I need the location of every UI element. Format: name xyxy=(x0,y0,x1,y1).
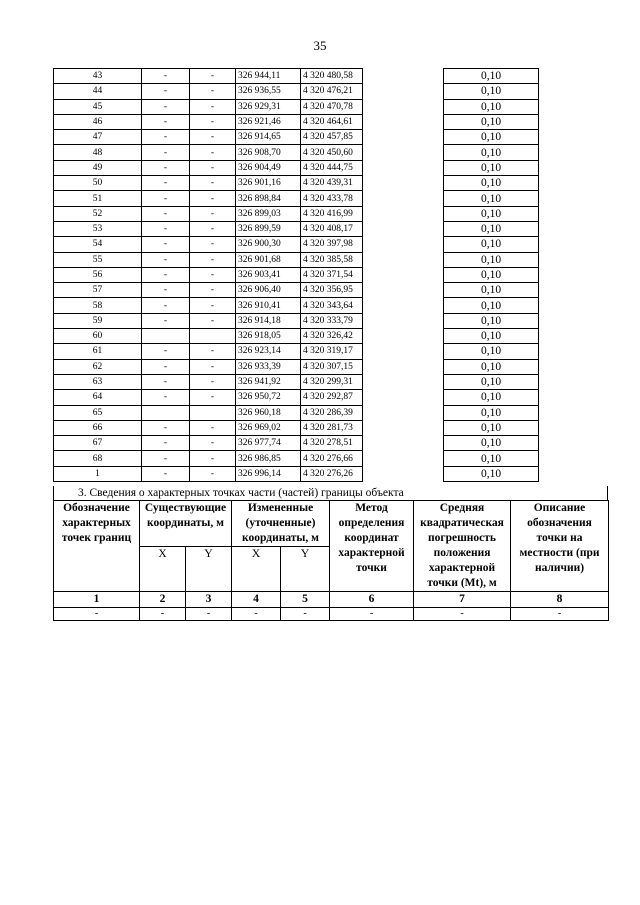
existing-x: - xyxy=(142,84,190,99)
column-number: 1 xyxy=(54,592,140,608)
changed-y: 4 320 433,78 xyxy=(301,191,363,206)
changed-x: 326 929,31 xyxy=(236,99,301,114)
existing-y: - xyxy=(190,283,236,298)
existing-x: - xyxy=(142,160,190,175)
existing-y: - xyxy=(190,176,236,191)
point-number: 54 xyxy=(54,237,142,252)
spacer-cell xyxy=(363,390,444,405)
changed-x: 326 900,30 xyxy=(236,237,301,252)
point-number: 46 xyxy=(54,114,142,129)
page-number: 35 xyxy=(313,38,327,53)
spacer-cell xyxy=(363,374,444,389)
changed-y: 4 320 444,75 xyxy=(301,160,363,175)
changed-x: 326 918,05 xyxy=(236,329,301,344)
header-method: Метод определения координат характерной точки xyxy=(330,501,414,592)
header-error: Средняя квадратическая погрешность положения характерной точки (Mt), м xyxy=(414,501,511,592)
existing-x: - xyxy=(142,206,190,221)
point-number: 59 xyxy=(54,313,142,328)
spacer-cell xyxy=(363,283,444,298)
changed-y: 4 320 281,73 xyxy=(301,420,363,435)
changed-x: 326 914,18 xyxy=(236,313,301,328)
point-number: 57 xyxy=(54,283,142,298)
point-number: 45 xyxy=(54,99,142,114)
header-existing: Существующие координаты, м xyxy=(140,501,232,547)
table-row xyxy=(54,283,539,298)
existing-y: - xyxy=(190,420,236,435)
spacer-cell xyxy=(363,344,444,359)
changed-x: 326 969,02 xyxy=(236,420,301,435)
error-value: 0,10 xyxy=(444,405,539,420)
spacer-cell xyxy=(363,84,444,99)
error-value: 0,10 xyxy=(444,252,539,267)
changed-y: 4 320 299,31 xyxy=(301,374,363,389)
table-row xyxy=(54,390,539,405)
table-row xyxy=(54,420,539,435)
existing-y: - xyxy=(190,114,236,129)
spacer-cell xyxy=(363,99,444,114)
column-number: 8 xyxy=(511,592,609,608)
existing-y: - xyxy=(190,160,236,175)
table-row xyxy=(54,436,539,451)
changed-y: 4 320 470,78 xyxy=(301,99,363,114)
changed-y: 4 320 356,95 xyxy=(301,283,363,298)
error-value: 0,10 xyxy=(444,283,539,298)
changed-y: 4 320 276,66 xyxy=(301,451,363,466)
existing-y xyxy=(190,405,236,420)
changed-y: 4 320 439,31 xyxy=(301,176,363,191)
existing-x: - xyxy=(142,374,190,389)
spacer-cell xyxy=(363,176,444,191)
existing-x xyxy=(142,405,190,420)
existing-x: - xyxy=(142,221,190,236)
point-number: 52 xyxy=(54,206,142,221)
error-value: 0,10 xyxy=(444,206,539,221)
error-value: 0,10 xyxy=(444,237,539,252)
error-value: 0,10 xyxy=(444,329,539,344)
changed-y: 4 320 371,54 xyxy=(301,267,363,282)
error-value: 0,10 xyxy=(444,390,539,405)
existing-y: - xyxy=(190,99,236,114)
point-number: 58 xyxy=(54,298,142,313)
point-number: 67 xyxy=(54,436,142,451)
changed-y: 4 320 326,42 xyxy=(301,329,363,344)
spacer-cell xyxy=(363,267,444,282)
existing-x: - xyxy=(142,99,190,114)
spacer-cell xyxy=(363,298,444,313)
existing-x: - xyxy=(142,466,190,481)
changed-x: 326 944,11 xyxy=(236,69,301,84)
spacer-cell xyxy=(363,313,444,328)
changed-x: 326 898,84 xyxy=(236,191,301,206)
changed-y: 4 320 343,64 xyxy=(301,298,363,313)
changed-x: 326 950,72 xyxy=(236,390,301,405)
point-number: 64 xyxy=(54,390,142,405)
error-value: 0,10 xyxy=(444,374,539,389)
changed-x: 326 908,70 xyxy=(236,145,301,160)
changed-x: 326 923,14 xyxy=(236,344,301,359)
existing-y: - xyxy=(190,344,236,359)
point-number: 49 xyxy=(54,160,142,175)
point-number: 50 xyxy=(54,176,142,191)
error-value: 0,10 xyxy=(444,298,539,313)
point-number: 51 xyxy=(54,191,142,206)
existing-x: - xyxy=(142,69,190,84)
empty-cell: - xyxy=(281,608,330,621)
existing-x: - xyxy=(142,451,190,466)
changed-x: 326 921,46 xyxy=(236,114,301,129)
table-row xyxy=(54,206,539,221)
spacer-cell xyxy=(363,329,444,344)
point-number: 48 xyxy=(54,145,142,160)
spacer-cell xyxy=(363,221,444,236)
empty-cell: - xyxy=(414,608,511,621)
changed-x: 326 906,40 xyxy=(236,283,301,298)
spacer-cell xyxy=(363,252,444,267)
existing-x: - xyxy=(142,390,190,405)
table-row xyxy=(54,374,539,389)
column-number: 3 xyxy=(186,592,232,608)
empty-cell: - xyxy=(232,608,281,621)
changed-y: 4 320 480,58 xyxy=(301,69,363,84)
error-value: 0,10 xyxy=(444,359,539,374)
existing-x: - xyxy=(142,114,190,129)
spacer-cell xyxy=(363,405,444,420)
spacer-cell xyxy=(363,451,444,466)
error-value: 0,10 xyxy=(444,420,539,435)
header-changed-y: Y xyxy=(281,547,330,592)
table-row xyxy=(54,160,539,175)
existing-x xyxy=(142,329,190,344)
table-row xyxy=(54,176,539,191)
existing-y: - xyxy=(190,252,236,267)
changed-y: 4 320 319,17 xyxy=(301,344,363,359)
point-number: 1 xyxy=(54,466,142,481)
existing-y: - xyxy=(190,298,236,313)
coordinates-table xyxy=(53,68,539,482)
changed-x: 326 899,59 xyxy=(236,221,301,236)
existing-y xyxy=(190,329,236,344)
error-value: 0,10 xyxy=(444,344,539,359)
header-description: Описание обозначения точки на местности (при наличии) xyxy=(511,501,609,592)
changed-y: 4 320 476,21 xyxy=(301,84,363,99)
point-number: 66 xyxy=(54,420,142,435)
spacer-cell xyxy=(363,206,444,221)
point-number: 56 xyxy=(54,267,142,282)
existing-x: - xyxy=(142,191,190,206)
existing-y: - xyxy=(190,84,236,99)
header-changed: Измененные (уточненные) координаты, м xyxy=(232,501,330,547)
empty-cell: - xyxy=(511,608,609,621)
table-row xyxy=(54,191,539,206)
changed-y: 4 320 385,58 xyxy=(301,252,363,267)
column-number: 5 xyxy=(281,592,330,608)
section-3-title: 3. Сведения о характерных точках части (частей) границы объекта xyxy=(53,486,608,500)
existing-x: - xyxy=(142,436,190,451)
point-number: 61 xyxy=(54,344,142,359)
error-value: 0,10 xyxy=(444,114,539,129)
existing-x: - xyxy=(142,298,190,313)
existing-y: - xyxy=(190,374,236,389)
error-value: 0,10 xyxy=(444,221,539,236)
point-number: 60 xyxy=(54,329,142,344)
existing-y: - xyxy=(190,191,236,206)
spacer-cell xyxy=(363,145,444,160)
error-value: 0,10 xyxy=(444,84,539,99)
spacer-cell xyxy=(363,237,444,252)
table-row xyxy=(54,99,539,114)
table-row xyxy=(54,237,539,252)
existing-y: - xyxy=(190,221,236,236)
changed-x: 326 977,74 xyxy=(236,436,301,451)
changed-y: 4 320 292,87 xyxy=(301,390,363,405)
changed-x: 326 914,65 xyxy=(236,130,301,145)
error-value: 0,10 xyxy=(444,191,539,206)
existing-x: - xyxy=(142,237,190,252)
changed-x: 326 901,16 xyxy=(236,176,301,191)
empty-cell: - xyxy=(54,608,140,621)
column-number: 4 xyxy=(232,592,281,608)
table-row xyxy=(54,298,539,313)
error-value: 0,10 xyxy=(444,436,539,451)
error-value: 0,10 xyxy=(444,99,539,114)
changed-x: 326 941,92 xyxy=(236,374,301,389)
header-existing-x: X xyxy=(140,547,186,592)
existing-x: - xyxy=(142,145,190,160)
error-value: 0,10 xyxy=(444,176,539,191)
existing-x: - xyxy=(142,420,190,435)
header-existing-y: Y xyxy=(186,547,232,592)
error-value: 0,10 xyxy=(444,313,539,328)
table-row xyxy=(54,145,539,160)
error-value: 0,10 xyxy=(444,130,539,145)
point-number: 44 xyxy=(54,84,142,99)
existing-y: - xyxy=(190,145,236,160)
error-value: 0,10 xyxy=(444,267,539,282)
spacer-cell xyxy=(363,436,444,451)
changed-y: 4 320 464,61 xyxy=(301,114,363,129)
existing-y: - xyxy=(190,390,236,405)
error-value: 0,10 xyxy=(444,466,539,481)
changed-x: 326 901,68 xyxy=(236,252,301,267)
point-number: 55 xyxy=(54,252,142,267)
spacer-cell xyxy=(363,420,444,435)
section-3-table xyxy=(53,500,609,621)
changed-x: 326 903,41 xyxy=(236,267,301,282)
column-number: 7 xyxy=(414,592,511,608)
table-row xyxy=(54,405,539,420)
error-value: 0,10 xyxy=(444,145,539,160)
changed-x: 326 960,18 xyxy=(236,405,301,420)
section-3 xyxy=(53,486,608,621)
changed-y: 4 320 416,99 xyxy=(301,206,363,221)
empty-cell: - xyxy=(186,608,232,621)
existing-x: - xyxy=(142,283,190,298)
changed-y: 4 320 457,85 xyxy=(301,130,363,145)
changed-y: 4 320 397,98 xyxy=(301,237,363,252)
point-number: 47 xyxy=(54,130,142,145)
existing-y: - xyxy=(190,206,236,221)
changed-y: 4 320 276,26 xyxy=(301,466,363,481)
changed-x: 326 936,55 xyxy=(236,84,301,99)
point-number: 68 xyxy=(54,451,142,466)
existing-y: - xyxy=(190,466,236,481)
spacer-cell xyxy=(363,191,444,206)
point-number: 65 xyxy=(54,405,142,420)
existing-y: - xyxy=(190,69,236,84)
existing-x: - xyxy=(142,252,190,267)
error-value: 0,10 xyxy=(444,160,539,175)
table-row xyxy=(54,313,539,328)
empty-cell: - xyxy=(330,608,414,621)
existing-y: - xyxy=(190,451,236,466)
existing-x: - xyxy=(142,344,190,359)
spacer-cell xyxy=(363,130,444,145)
table-row xyxy=(54,451,539,466)
point-number: 53 xyxy=(54,221,142,236)
existing-x: - xyxy=(142,359,190,374)
existing-y: - xyxy=(190,313,236,328)
column-number: 6 xyxy=(330,592,414,608)
changed-y: 4 320 450,60 xyxy=(301,145,363,160)
existing-y: - xyxy=(190,359,236,374)
changed-x: 326 996,14 xyxy=(236,466,301,481)
changed-y: 4 320 286,39 xyxy=(301,405,363,420)
changed-y: 4 320 278,51 xyxy=(301,436,363,451)
changed-y: 4 320 408,17 xyxy=(301,221,363,236)
existing-y: - xyxy=(190,436,236,451)
changed-x: 326 910,41 xyxy=(236,298,301,313)
changed-x: 326 986,85 xyxy=(236,451,301,466)
table-row xyxy=(54,329,539,344)
error-value: 0,10 xyxy=(444,451,539,466)
table-row xyxy=(54,130,539,145)
existing-x: - xyxy=(142,130,190,145)
point-number: 43 xyxy=(54,69,142,84)
spacer-cell xyxy=(363,114,444,129)
existing-y: - xyxy=(190,130,236,145)
table-row xyxy=(54,466,539,481)
header-designation: Обозначение характерных точек границ xyxy=(54,501,140,592)
table-row xyxy=(54,114,539,129)
error-value: 0,10 xyxy=(444,69,539,84)
spacer-cell xyxy=(363,160,444,175)
column-number: 2 xyxy=(140,592,186,608)
existing-x: - xyxy=(142,176,190,191)
header-changed-x: X xyxy=(232,547,281,592)
existing-x: - xyxy=(142,267,190,282)
table-row xyxy=(54,359,539,374)
changed-y: 4 320 333,79 xyxy=(301,313,363,328)
empty-cell: - xyxy=(140,608,186,621)
spacer-cell xyxy=(363,466,444,481)
changed-x: 326 904,49 xyxy=(236,160,301,175)
existing-x: - xyxy=(142,313,190,328)
changed-x: 326 933,39 xyxy=(236,359,301,374)
point-number: 63 xyxy=(54,374,142,389)
table-row xyxy=(54,252,539,267)
table-row xyxy=(54,69,539,84)
changed-y: 4 320 307,15 xyxy=(301,359,363,374)
existing-y: - xyxy=(190,267,236,282)
table-row xyxy=(54,84,539,99)
point-number: 62 xyxy=(54,359,142,374)
table-row xyxy=(54,221,539,236)
existing-y: - xyxy=(190,237,236,252)
spacer-cell xyxy=(363,69,444,84)
table-row xyxy=(54,267,539,282)
table-row xyxy=(54,344,539,359)
spacer-cell xyxy=(363,359,444,374)
changed-x: 326 899,03 xyxy=(236,206,301,221)
